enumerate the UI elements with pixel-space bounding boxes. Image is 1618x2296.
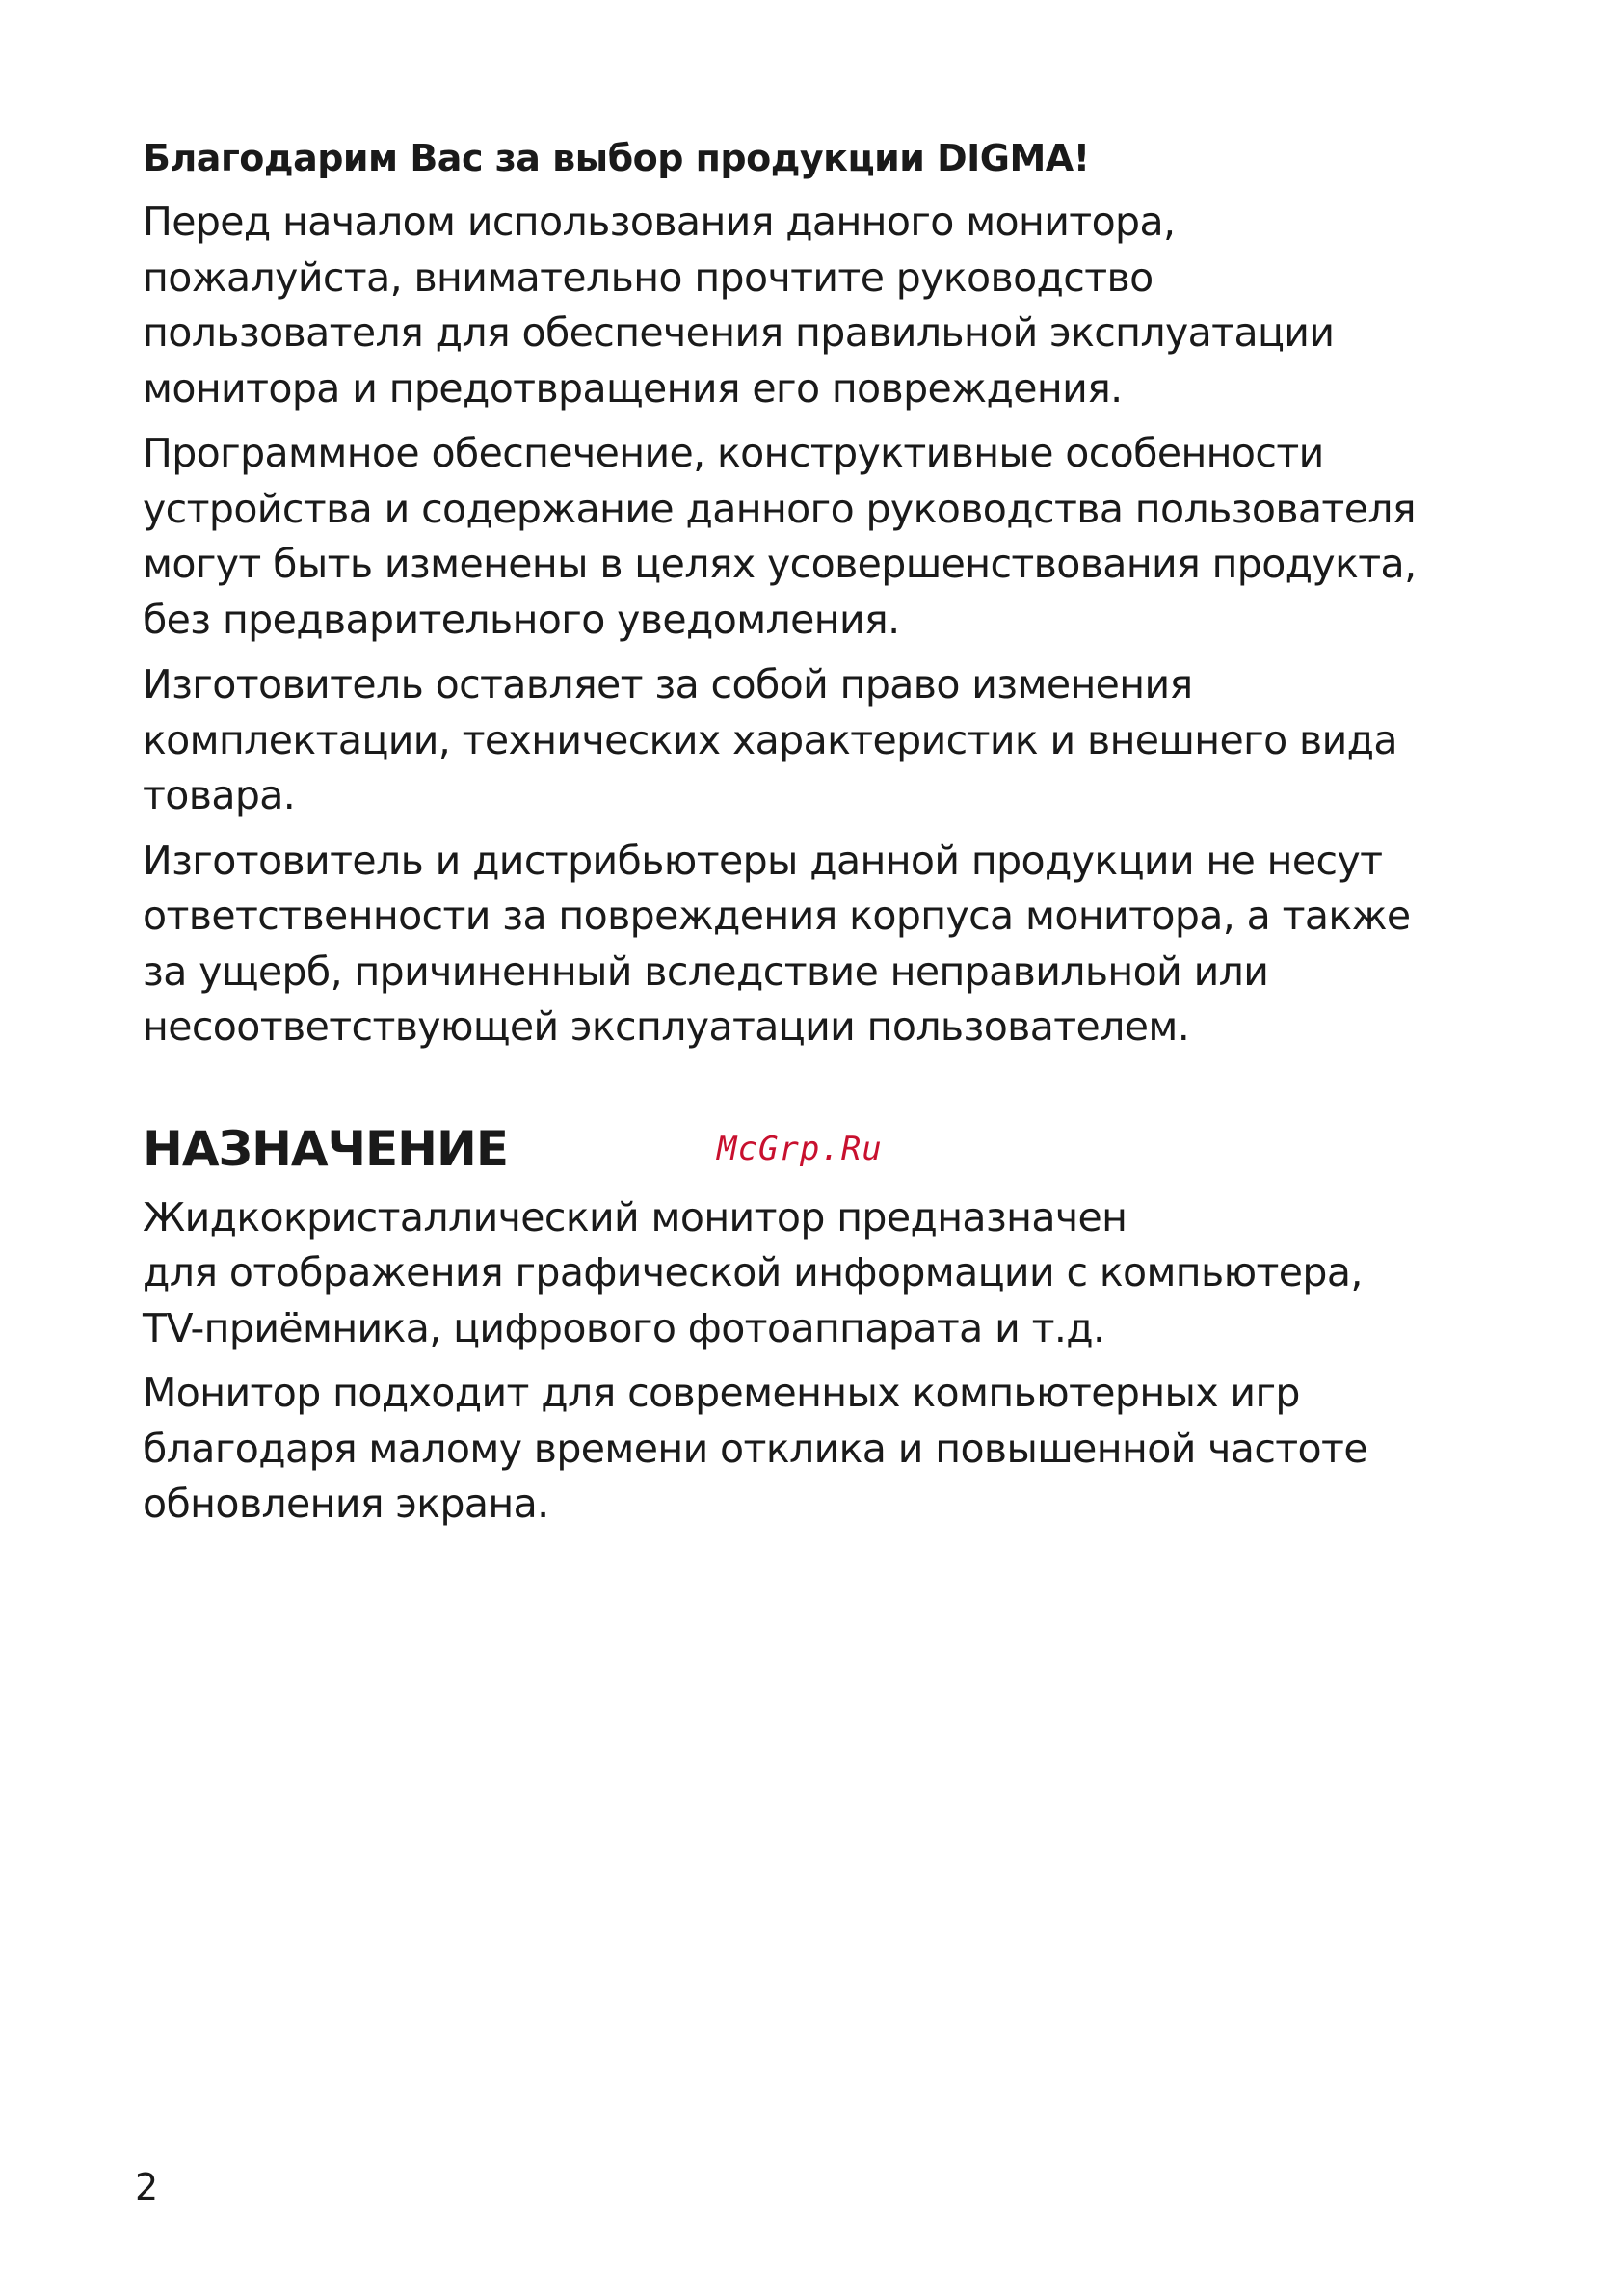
intro-paragraph-1 [143,195,1472,416]
text-line: за ущерб, причиненный вследствие неправильной или [143,948,1269,995]
section-paragraph-1 [143,1190,1472,1357]
text-line: могут быть изменены в целях усовершенствования продукта, [143,541,1417,587]
text-line: Перед началом использования данного монитора, [143,199,1176,245]
section-header [143,1109,1472,1187]
page-number: 2 [135,2166,159,2208]
text-line: благодаря малому времени отклика и повышенной частоте [143,1425,1367,1472]
text-line: Изготовитель оставляет за собой право изменения [143,661,1193,707]
text-line: TV-приёмника, цифрового фотоаппарата и т.д. [143,1304,1105,1351]
text-line: монитора и предотвращения его повреждения. [143,364,1123,412]
text-line: Программное обеспечение, конструктивные особенности [143,430,1324,476]
text-line: устройства и содержание данного руководства пользователя [143,485,1416,532]
text-line: ответственности за повреждения корпуса монитора, а также [143,893,1411,939]
intro-paragraph-4 [143,834,1472,1055]
text-line: для отображения графической информации с компьютера, [143,1249,1363,1295]
page-content [143,131,1472,1542]
text-line: пожалуйста, внимательно прочтите руководство [143,254,1154,301]
text-line: без предварительного уведомления. [143,596,900,643]
text-line: Монитор подходит для современных компьютерных игр [143,1370,1300,1416]
text-line: несоответствующей эксплуатации пользователем. [143,1003,1190,1050]
intro-paragraph-3 [143,657,1472,824]
text-line: товара. [143,772,296,818]
watermark-link[interactable]: McGrp.Ru [717,1129,883,1168]
text-line: пользователя для обеспечения правильной эксплуатации [143,309,1335,356]
section-heading: НАЗНАЧЕНИЕ [143,1120,509,1177]
intro-paragraph-2 [143,426,1472,648]
intro-title: Благодарим Вас за выбор продукции DIGMA! [143,137,1090,179]
text-line: комплектации, технических характеристик и внешнего вида [143,716,1397,763]
section-paragraph-2 [143,1366,1472,1533]
text-line: Изготовитель и дистрибьютеры данной продукции не несут [143,837,1383,884]
text-line: обновления экрана. [143,1481,549,1527]
text-line: Жидкокристаллический монитор предназначен [143,1193,1127,1241]
